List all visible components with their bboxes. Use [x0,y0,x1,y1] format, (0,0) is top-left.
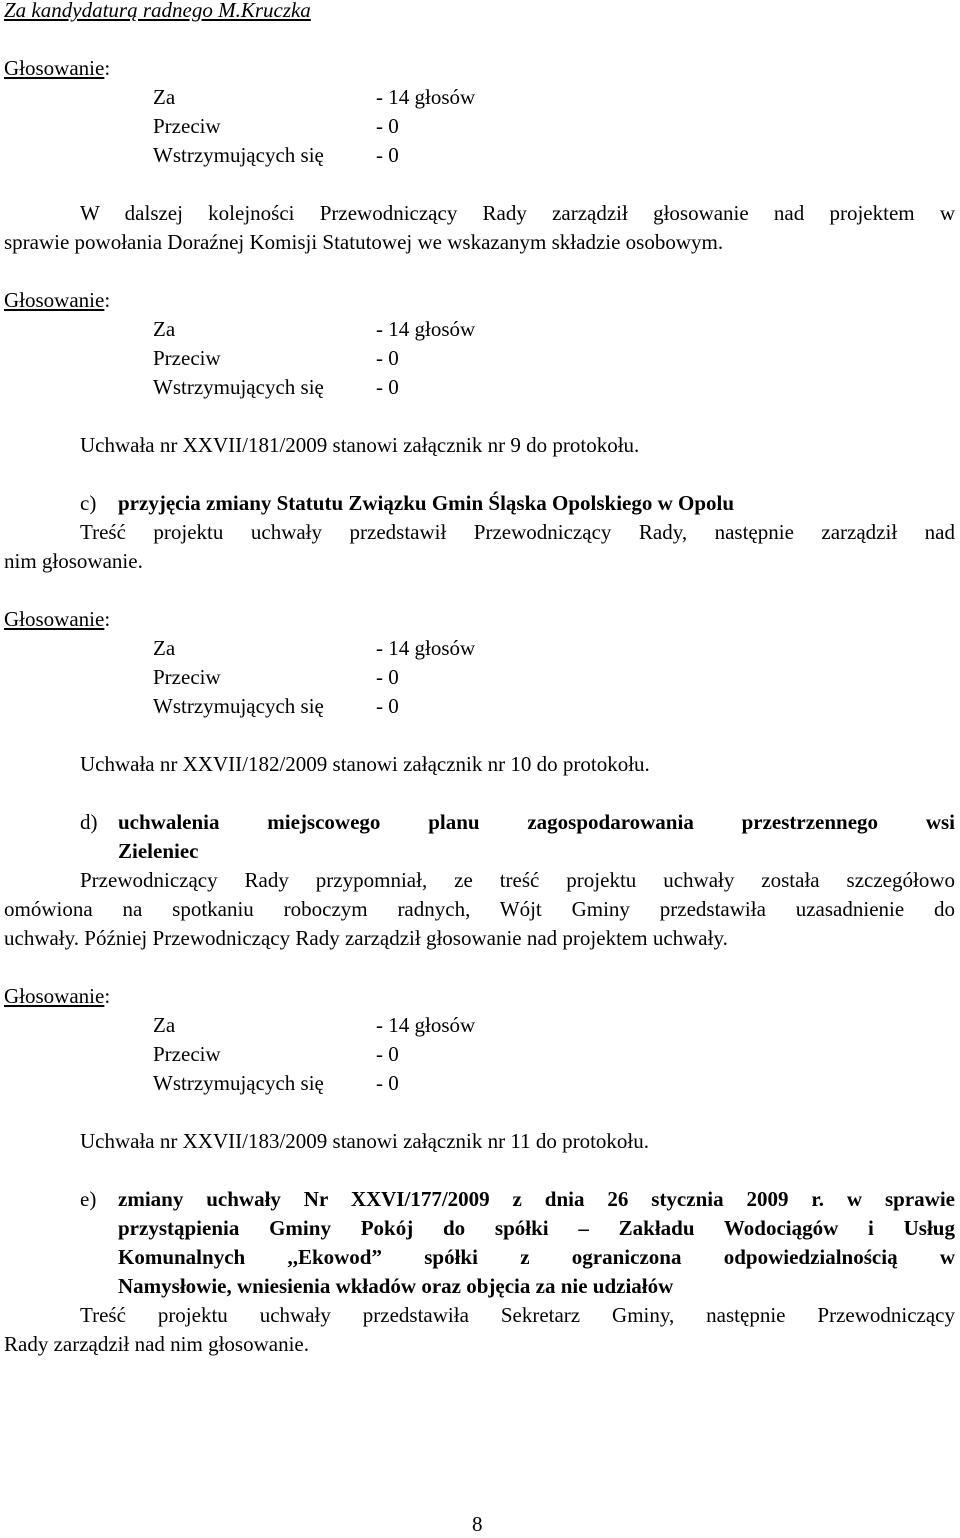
vote-abstain-value: - 0 [376,375,399,399]
vote-label: Głosowanie: [4,607,111,631]
vote-abstain-label: Wstrzymujących się [153,143,324,167]
vote-label: Głosowanie: [4,984,111,1008]
vote-against-value: - 0 [376,665,399,689]
item-e-title-cont: Komunalnych ,,Ekowod” spółki z ograniczona odpowiedzialnością w [118,1245,955,1269]
vote-abstain-label: Wstrzymujących się [153,1071,324,1095]
item-e-marker: e) [80,1187,97,1211]
vote-abstain-value: - 0 [376,1071,399,1095]
vote-against-label: Przeciw [153,1042,221,1066]
item-c-title: przyjęcia zmiany Statutu Związku Gmin Śląska Opolskiego w Opolu [118,491,735,515]
vote-for-value: - 14 głosów [376,1013,476,1037]
vote-label: Głosowanie: [4,288,111,312]
paragraph-line: uchwały. Później Przewodniczący Rady zarządził głosowanie nad projektem uchwały. [4,926,728,950]
vote-against-value: - 0 [376,346,399,370]
item-e-title-cont: Namysłowie, wniesienia wkładów oraz objęcia za nie udziałów [118,1274,674,1298]
vote-against-value: - 0 [376,114,399,138]
item-d-marker: d) [80,810,98,834]
heading-text: Za kandydaturą radnego M.Kruczka [4,0,311,22]
vote-label: Głosowanie: [4,56,111,80]
resolution-note: Uchwała nr XXVII/182/2009 stanowi załącznik nr 10 do protokołu. [80,752,650,776]
vote-abstain-value: - 0 [376,143,399,167]
vote-against-label: Przeciw [153,114,221,138]
vote-against-value: - 0 [376,1042,399,1066]
paragraph-line: Przewodniczący Rady przypomniał, ze treść projektu uchwały została szczegółowo [80,868,955,892]
vote-abstain-label: Wstrzymujących się [153,375,324,399]
vote-against-label: Przeciw [153,346,221,370]
paragraph-line: Rady zarządził nad nim głosowanie. [4,1332,309,1356]
vote-abstain-label: Wstrzymujących się [153,694,324,718]
vote-for-label: Za [153,85,176,109]
paragraph-line: omówiona na spotkaniu roboczym radnych, Wójt Gminy przedstawiła uzasadnienie do [4,897,955,921]
resolution-note: Uchwała nr XXVII/183/2009 stanowi załącznik nr 11 do protokołu. [80,1129,649,1153]
paragraph-line: W dalszej kolejności Przewodniczący Rady zarządził głosowanie nad projektem w [80,201,955,225]
paragraph-line: Treść projektu uchwały przedstawiła Sekretarz Gminy, następnie Przewodniczący [80,1303,955,1327]
vote-abstain-value: - 0 [376,694,399,718]
paragraph-line: Treść projektu uchwały przedstawił Przewodniczący Rady, następnie zarządził nad [80,520,955,544]
item-d-title-cont: Zieleniec [118,839,199,863]
paragraph-line: nim głosowanie. [4,549,143,573]
page-number: 8 [472,1512,483,1536]
vote-for-value: - 14 głosów [376,636,476,660]
item-e-title-cont: przystąpienia Gminy Pokój do spółki – Zakładu Wodociągów i Usług [118,1216,955,1240]
paragraph-line: sprawie powołania Doraźnej Komisji Statutowej we wskazanym składzie osobowym. [4,230,724,254]
vote-for-label: Za [153,1013,176,1037]
section-heading [4,0,311,24]
item-c-marker: c) [80,491,97,515]
item-d-title: uchwalenia miejscowego planu zagospodarowania przestrzennego wsi [118,810,955,834]
vote-for-value: - 14 głosów [376,85,476,109]
vote-for-value: - 14 głosów [376,317,476,341]
item-e-title: zmiany uchwały Nr XXVI/177/2009 z dnia 26 stycznia 2009 r. w sprawie [118,1187,955,1211]
vote-for-label: Za [153,317,176,341]
vote-against-label: Przeciw [153,665,221,689]
resolution-note: Uchwała nr XXVII/181/2009 stanowi załącznik nr 9 do protokołu. [80,433,640,457]
vote-for-label: Za [153,636,176,660]
